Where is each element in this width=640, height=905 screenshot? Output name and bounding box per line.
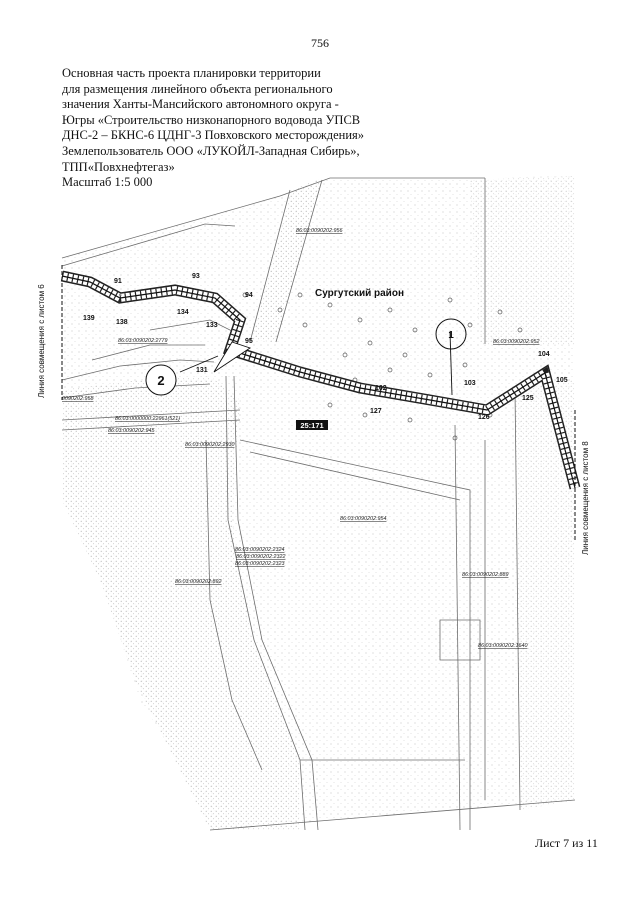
- sheet-number: Лист 7 из 11: [535, 836, 598, 850]
- title-line: значения Ханты-Мансийского автономного округа -: [62, 97, 339, 112]
- scale-label: Масштаб 1:5 000: [62, 175, 153, 190]
- left-match-line-label: Линия совмещения с листом 6: [37, 284, 46, 398]
- cadastral-label: 86:03:0090202:945: [108, 428, 155, 434]
- title-line: ДНС-2 – БКНС-6 ЦДНГ-3 Повховского месторождения»: [62, 128, 365, 143]
- circle-marker: [146, 365, 176, 395]
- point-label: 138: [116, 319, 128, 326]
- cadastral-label: 86:03:0090202:889: [462, 572, 509, 578]
- point-label: 127: [370, 408, 382, 415]
- cadastral-label: 86:03:0090202:952: [493, 339, 540, 345]
- title-line: ТПП«Повхнефтегаз»: [62, 159, 175, 174]
- cadastral-label: 86:03:0000000:22961(521): [115, 416, 181, 422]
- point-label: 133: [206, 322, 218, 329]
- point-label: 104: [538, 351, 550, 358]
- point-label: 131: [196, 367, 208, 374]
- map-background: [62, 176, 575, 830]
- circle-marker-label: 2: [157, 373, 165, 388]
- cadastral-label: 86:03:0090202:2930: [185, 442, 235, 448]
- cadastral-label: 86:03:0090202:2322: [236, 554, 286, 560]
- cadastral-label: 86:03:0090202:892: [175, 579, 222, 585]
- cadastral-label: 86:03:0090202:954: [340, 516, 387, 522]
- point-label: 134: [177, 309, 189, 316]
- point-label: 125: [522, 395, 534, 402]
- point-label: 103: [464, 380, 476, 387]
- point-label: 102: [375, 385, 387, 392]
- title-line: для размещения линейного объекта регионального: [62, 81, 333, 96]
- point-label: 94: [245, 292, 253, 299]
- cadastral-label: 86:03:0090202:956: [296, 228, 343, 234]
- title-line: Основная часть проекта планировки территории: [62, 66, 321, 80]
- cadastral-label: 86:03:0090202:2323: [235, 561, 285, 567]
- circle-marker-label: 1: [448, 330, 454, 341]
- point-label: 126: [478, 414, 490, 421]
- boxed-label: [296, 420, 328, 430]
- page-number: 756: [311, 36, 329, 50]
- boxed-label-text: 25:171: [300, 421, 324, 430]
- point-label: 91: [114, 278, 122, 285]
- cadastral-label: 0090202:958: [62, 396, 94, 402]
- point-label: 93: [192, 273, 200, 280]
- cadastral-label: 86:03:0090202:2324: [235, 547, 285, 553]
- district-label: Сургутский район: [315, 288, 404, 299]
- point-label: 95: [245, 338, 253, 345]
- point-label: 139: [83, 315, 95, 322]
- cadastral-label: 86:03:0090202:1640: [478, 643, 528, 649]
- point-label: 105: [556, 377, 568, 384]
- title-line: Югры «Строительство низконапорного водовода УПСВ: [62, 112, 361, 127]
- cadastral-label: 86:03:0090202:2779: [118, 338, 168, 344]
- right-match-line-label: Линия совмещения с листом 8: [581, 441, 590, 555]
- left-match-line: [37, 265, 62, 400]
- title-line: Землепользователь ООО «ЛУКОЙЛ-Западная Сибирь»,: [62, 143, 360, 158]
